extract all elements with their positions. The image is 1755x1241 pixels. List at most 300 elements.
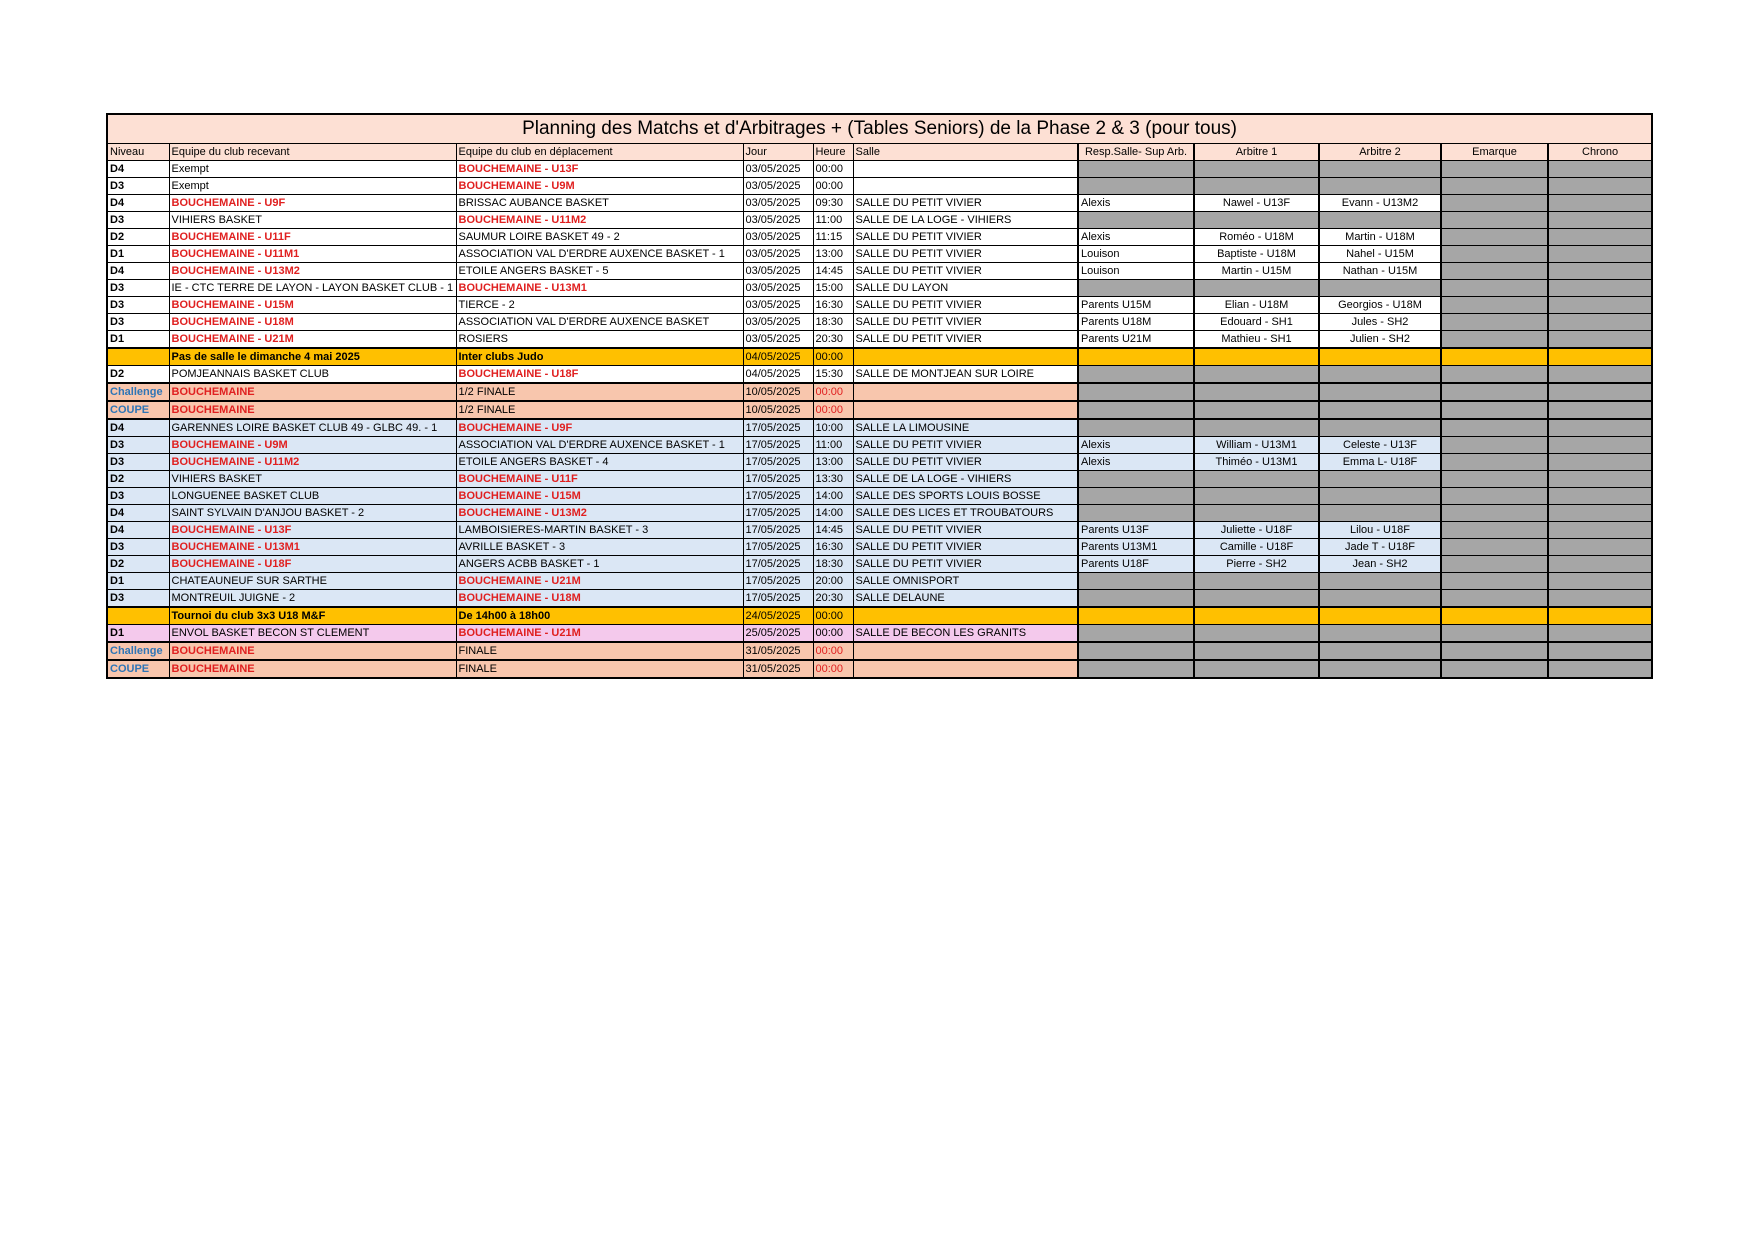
cell-away: ANGERS ACBB BASKET - 1 <box>456 556 743 573</box>
cell-away: ASSOCIATION VAL D'ERDRE AUXENCE BASKET - 1 <box>456 246 743 263</box>
cell-jour: 17/05/2025 <box>743 505 813 522</box>
cell-salle <box>853 401 1078 419</box>
cell-emarque <box>1441 383 1548 401</box>
cell-heure: 14:00 <box>813 505 853 522</box>
cell-home: BOUCHEMAINE - U9F <box>169 195 456 212</box>
cell-jour: 03/05/2025 <box>743 229 813 246</box>
cell-jour: 03/05/2025 <box>743 178 813 195</box>
cell-salle: SALLE DE LA LOGE - VIHIERS <box>853 471 1078 488</box>
cell-home: BOUCHEMAINE - U18M <box>169 314 456 331</box>
cell-niveau: D3 <box>107 178 169 195</box>
cell-home: BOUCHEMAINE - U21M <box>169 331 456 349</box>
cell-niveau: D4 <box>107 522 169 539</box>
cell-emarque <box>1441 401 1548 419</box>
cell-chrono <box>1548 660 1652 678</box>
cell-away: 1/2 FINALE <box>456 383 743 401</box>
cell-heure: 14:00 <box>813 488 853 505</box>
cell-chrono <box>1548 383 1652 401</box>
cell-arbitre1 <box>1194 660 1319 678</box>
cell-salle <box>853 383 1078 401</box>
cell-heure: 13:00 <box>813 454 853 471</box>
cell-away: BOUCHEMAINE - U13M1 <box>456 280 743 297</box>
cell-heure: 14:45 <box>813 263 853 280</box>
table-row <box>107 246 1652 263</box>
cell-arbitre1 <box>1194 178 1319 195</box>
cell-emarque <box>1441 607 1548 625</box>
header-heure: Heure <box>813 144 853 161</box>
cell-home: CHATEAUNEUF SUR SARTHE <box>169 573 456 590</box>
cell-salle <box>853 642 1078 660</box>
cell-salle: SALLE DES SPORTS LOUIS BOSSE <box>853 488 1078 505</box>
cell-away: ROSIERS <box>456 331 743 349</box>
cell-away: LAMBOISIERES-MARTIN BASKET - 3 <box>456 522 743 539</box>
cell-chrono <box>1548 263 1652 280</box>
cell-chrono <box>1548 297 1652 314</box>
cell-resp <box>1078 366 1194 384</box>
table-row <box>107 297 1652 314</box>
cell-arbitre2 <box>1319 383 1441 401</box>
cell-salle: SALLE DU PETIT VIVIER <box>853 314 1078 331</box>
table-row <box>107 471 1652 488</box>
cell-heure: 20:30 <box>813 331 853 349</box>
cell-heure: 20:30 <box>813 590 853 608</box>
cell-away: De 14h00 à 18h00 <box>456 607 743 625</box>
cell-jour: 03/05/2025 <box>743 195 813 212</box>
cell-chrono <box>1548 280 1652 297</box>
table-row <box>107 642 1652 660</box>
cell-home: LONGUENEE BASKET CLUB <box>169 488 456 505</box>
cell-away: BOUCHEMAINE - U9M <box>456 178 743 195</box>
cell-jour: 03/05/2025 <box>743 161 813 178</box>
cell-niveau: D3 <box>107 454 169 471</box>
cell-chrono <box>1548 178 1652 195</box>
cell-emarque <box>1441 642 1548 660</box>
cell-chrono <box>1548 437 1652 454</box>
cell-niveau: D1 <box>107 246 169 263</box>
cell-resp <box>1078 280 1194 297</box>
cell-arbitre2: Nahel - U15M <box>1319 246 1441 263</box>
cell-arbitre2 <box>1319 590 1441 608</box>
cell-arbitre1 <box>1194 590 1319 608</box>
cell-home: BOUCHEMAINE <box>169 401 456 419</box>
table-row <box>107 383 1652 401</box>
cell-heure: 13:30 <box>813 471 853 488</box>
cell-heure: 00:00 <box>813 660 853 678</box>
cell-resp <box>1078 471 1194 488</box>
cell-emarque <box>1441 522 1548 539</box>
header-arbitre2: Arbitre 2 <box>1319 144 1441 161</box>
cell-jour: 10/05/2025 <box>743 383 813 401</box>
header-salle: Salle <box>853 144 1078 161</box>
cell-resp <box>1078 625 1194 643</box>
cell-chrono <box>1548 625 1652 643</box>
cell-jour: 17/05/2025 <box>743 437 813 454</box>
cell-jour: 10/05/2025 <box>743 401 813 419</box>
cell-emarque <box>1441 178 1548 195</box>
cell-niveau: Challenge <box>107 383 169 401</box>
cell-chrono <box>1548 573 1652 590</box>
cell-resp: Parents U21M <box>1078 331 1194 349</box>
cell-home: VIHIERS BASKET <box>169 212 456 229</box>
cell-heure: 00:00 <box>813 348 853 366</box>
cell-niveau: D2 <box>107 556 169 573</box>
cell-away: ETOILE ANGERS BASKET - 5 <box>456 263 743 280</box>
cell-arbitre2: Emma L- U18F <box>1319 454 1441 471</box>
cell-niveau: D3 <box>107 488 169 505</box>
cell-arbitre1 <box>1194 280 1319 297</box>
cell-heure: 09:30 <box>813 195 853 212</box>
cell-arbitre2 <box>1319 366 1441 384</box>
cell-chrono <box>1548 419 1652 437</box>
cell-arbitre1: William - U13M1 <box>1194 437 1319 454</box>
cell-resp <box>1078 161 1194 178</box>
cell-home: BOUCHEMAINE <box>169 642 456 660</box>
cell-heure: 10:00 <box>813 419 853 437</box>
cell-emarque <box>1441 314 1548 331</box>
cell-away: ASSOCIATION VAL D'ERDRE AUXENCE BASKET <box>456 314 743 331</box>
cell-heure: 00:00 <box>813 642 853 660</box>
cell-niveau: D3 <box>107 212 169 229</box>
cell-heure: 13:00 <box>813 246 853 263</box>
cell-arbitre2 <box>1319 161 1441 178</box>
cell-jour: 03/05/2025 <box>743 263 813 280</box>
cell-niveau: COUPE <box>107 401 169 419</box>
cell-arbitre2: Julien - SH2 <box>1319 331 1441 349</box>
header-recevant: Equipe du club recevant <box>169 144 456 161</box>
table-row <box>107 573 1652 590</box>
cell-heure: 00:00 <box>813 607 853 625</box>
cell-heure: 11:00 <box>813 437 853 454</box>
cell-away: FINALE <box>456 642 743 660</box>
cell-jour: 17/05/2025 <box>743 419 813 437</box>
cell-niveau: COUPE <box>107 660 169 678</box>
cell-emarque <box>1441 161 1548 178</box>
table-row <box>107 522 1652 539</box>
cell-home: BOUCHEMAINE - U13M2 <box>169 263 456 280</box>
cell-niveau: D2 <box>107 471 169 488</box>
cell-arbitre2 <box>1319 625 1441 643</box>
cell-heure: 20:00 <box>813 573 853 590</box>
cell-arbitre2 <box>1319 607 1441 625</box>
table-row <box>107 590 1652 608</box>
cell-niveau: D3 <box>107 437 169 454</box>
cell-resp: Parents U15M <box>1078 297 1194 314</box>
cell-arbitre2 <box>1319 488 1441 505</box>
cell-niveau: D3 <box>107 590 169 608</box>
cell-resp <box>1078 401 1194 419</box>
table-row <box>107 437 1652 454</box>
cell-jour: 31/05/2025 <box>743 642 813 660</box>
cell-heure: 00:00 <box>813 178 853 195</box>
table-row <box>107 212 1652 229</box>
cell-salle: SALLE DU PETIT VIVIER <box>853 522 1078 539</box>
cell-salle: SALLE DU LAYON <box>853 280 1078 297</box>
cell-salle <box>853 607 1078 625</box>
cell-jour: 03/05/2025 <box>743 280 813 297</box>
cell-resp <box>1078 607 1194 625</box>
cell-arbitre2 <box>1319 505 1441 522</box>
cell-jour: 03/05/2025 <box>743 212 813 229</box>
cell-arbitre1: Nawel - U13F <box>1194 195 1319 212</box>
cell-arbitre1: Juliette - U18F <box>1194 522 1319 539</box>
header-niveau: Niveau <box>107 144 169 161</box>
cell-arbitre1: Roméo - U18M <box>1194 229 1319 246</box>
cell-salle: SALLE DU PETIT VIVIER <box>853 297 1078 314</box>
cell-arbitre1: Edouard - SH1 <box>1194 314 1319 331</box>
table-row <box>107 505 1652 522</box>
cell-jour: 03/05/2025 <box>743 314 813 331</box>
cell-resp <box>1078 178 1194 195</box>
cell-emarque <box>1441 348 1548 366</box>
cell-jour: 24/05/2025 <box>743 607 813 625</box>
cell-arbitre1 <box>1194 471 1319 488</box>
table-row <box>107 348 1652 366</box>
cell-away: BOUCHEMAINE - U15M <box>456 488 743 505</box>
cell-home: BOUCHEMAINE - U15M <box>169 297 456 314</box>
cell-arbitre1: Thiméo - U13M1 <box>1194 454 1319 471</box>
cell-salle <box>853 660 1078 678</box>
cell-arbitre1 <box>1194 212 1319 229</box>
cell-heure: 00:00 <box>813 383 853 401</box>
cell-arbitre2: Celeste - U13F <box>1319 437 1441 454</box>
cell-salle: SALLE DU PETIT VIVIER <box>853 246 1078 263</box>
cell-heure: 00:00 <box>813 401 853 419</box>
cell-resp <box>1078 573 1194 590</box>
cell-emarque <box>1441 573 1548 590</box>
header-jour: Jour <box>743 144 813 161</box>
cell-away: BOUCHEMAINE - U18M <box>456 590 743 608</box>
cell-resp <box>1078 660 1194 678</box>
table-row <box>107 488 1652 505</box>
cell-emarque <box>1441 280 1548 297</box>
cell-arbitre1 <box>1194 573 1319 590</box>
table-row <box>107 539 1652 556</box>
cell-resp <box>1078 212 1194 229</box>
cell-chrono <box>1548 471 1652 488</box>
cell-emarque <box>1441 454 1548 471</box>
cell-arbitre2 <box>1319 401 1441 419</box>
cell-heure: 14:45 <box>813 522 853 539</box>
cell-emarque <box>1441 419 1548 437</box>
cell-emarque <box>1441 366 1548 384</box>
cell-heure: 00:00 <box>813 625 853 643</box>
cell-niveau: D3 <box>107 297 169 314</box>
cell-jour: 17/05/2025 <box>743 573 813 590</box>
cell-arbitre1: Martin - U15M <box>1194 263 1319 280</box>
cell-arbitre2: Lilou - U18F <box>1319 522 1441 539</box>
cell-arbitre2 <box>1319 280 1441 297</box>
cell-chrono <box>1548 229 1652 246</box>
cell-heure: 00:00 <box>813 161 853 178</box>
cell-chrono <box>1548 505 1652 522</box>
cell-salle: SALLE DELAUNE <box>853 590 1078 608</box>
header-deplacement: Equipe du club en déplacement <box>456 144 743 161</box>
cell-heure: 15:30 <box>813 366 853 384</box>
header-chrono: Chrono <box>1548 144 1652 161</box>
cell-emarque <box>1441 246 1548 263</box>
cell-away: BOUCHEMAINE - U18F <box>456 366 743 384</box>
cell-heure: 11:00 <box>813 212 853 229</box>
cell-emarque <box>1441 556 1548 573</box>
cell-resp <box>1078 383 1194 401</box>
cell-away: BOUCHEMAINE - U21M <box>456 625 743 643</box>
cell-heure: 11:15 <box>813 229 853 246</box>
cell-jour: 17/05/2025 <box>743 522 813 539</box>
cell-away: BOUCHEMAINE - U9F <box>456 419 743 437</box>
cell-salle: SALLE DU PETIT VIVIER <box>853 195 1078 212</box>
cell-salle: SALLE DE MONTJEAN SUR LOIRE <box>853 366 1078 384</box>
cell-niveau: D4 <box>107 419 169 437</box>
table-row <box>107 625 1652 643</box>
header-resp: Resp.Salle- Sup Arb. <box>1078 144 1194 161</box>
cell-resp <box>1078 488 1194 505</box>
cell-arbitre2 <box>1319 573 1441 590</box>
cell-resp: Parents U18F <box>1078 556 1194 573</box>
cell-arbitre1 <box>1194 161 1319 178</box>
cell-salle: SALLE DU PETIT VIVIER <box>853 454 1078 471</box>
cell-salle: SALLE LA LIMOUSINE <box>853 419 1078 437</box>
cell-arbitre1 <box>1194 642 1319 660</box>
cell-away: BRISSAC AUBANCE BASKET <box>456 195 743 212</box>
cell-away: Inter clubs Judo <box>456 348 743 366</box>
cell-resp: Alexis <box>1078 437 1194 454</box>
cell-home: Pas de salle le dimanche 4 mai 2025 <box>169 348 456 366</box>
cell-resp: Louison <box>1078 263 1194 280</box>
cell-resp <box>1078 348 1194 366</box>
cell-away: BOUCHEMAINE - U11M2 <box>456 212 743 229</box>
cell-chrono <box>1548 246 1652 263</box>
cell-chrono <box>1548 607 1652 625</box>
cell-emarque <box>1441 229 1548 246</box>
cell-arbitre2: Jules - SH2 <box>1319 314 1441 331</box>
cell-arbitre2 <box>1319 212 1441 229</box>
cell-salle <box>853 161 1078 178</box>
cell-arbitre2 <box>1319 471 1441 488</box>
cell-jour: 17/05/2025 <box>743 454 813 471</box>
cell-arbitre1 <box>1194 383 1319 401</box>
cell-arbitre1 <box>1194 348 1319 366</box>
table-row <box>107 556 1652 573</box>
cell-emarque <box>1441 212 1548 229</box>
cell-jour: 04/05/2025 <box>743 348 813 366</box>
cell-salle <box>853 178 1078 195</box>
cell-arbitre1 <box>1194 625 1319 643</box>
cell-heure: 16:30 <box>813 539 853 556</box>
cell-resp <box>1078 505 1194 522</box>
cell-chrono <box>1548 539 1652 556</box>
cell-resp: Louison <box>1078 246 1194 263</box>
cell-away: SAUMUR LOIRE BASKET 49 - 2 <box>456 229 743 246</box>
cell-chrono <box>1548 212 1652 229</box>
cell-chrono <box>1548 331 1652 349</box>
cell-home: BOUCHEMAINE - U11M1 <box>169 246 456 263</box>
cell-niveau: D1 <box>107 331 169 349</box>
cell-emarque <box>1441 297 1548 314</box>
cell-resp <box>1078 642 1194 660</box>
cell-salle: SALLE DU PETIT VIVIER <box>853 331 1078 349</box>
table-row <box>107 366 1652 384</box>
cell-emarque <box>1441 195 1548 212</box>
cell-emarque <box>1441 660 1548 678</box>
cell-arbitre2 <box>1319 419 1441 437</box>
cell-niveau: D3 <box>107 539 169 556</box>
cell-niveau: Challenge <box>107 642 169 660</box>
cell-chrono <box>1548 522 1652 539</box>
planning-table <box>106 113 1653 679</box>
cell-home: POMJEANNAIS BASKET CLUB <box>169 366 456 384</box>
table-row <box>107 607 1652 625</box>
cell-home: Tournoi du club 3x3 U18 M&F <box>169 607 456 625</box>
cell-heure: 18:30 <box>813 314 853 331</box>
cell-chrono <box>1548 401 1652 419</box>
cell-chrono <box>1548 348 1652 366</box>
table-row <box>107 263 1652 280</box>
cell-salle: SALLE DU PETIT VIVIER <box>853 437 1078 454</box>
cell-jour: 17/05/2025 <box>743 590 813 608</box>
cell-resp <box>1078 419 1194 437</box>
table-row <box>107 331 1652 349</box>
cell-home: ENVOL BASKET BECON ST CLEMENT <box>169 625 456 643</box>
table-row <box>107 195 1652 212</box>
cell-home: BOUCHEMAINE - U9M <box>169 437 456 454</box>
cell-arbitre1: Camille - U18F <box>1194 539 1319 556</box>
cell-arbitre1 <box>1194 505 1319 522</box>
cell-arbitre2: Georgios - U18M <box>1319 297 1441 314</box>
cell-chrono <box>1548 161 1652 178</box>
cell-salle <box>853 348 1078 366</box>
planning-sheet <box>106 113 1651 679</box>
cell-salle: SALLE OMNISPORT <box>853 573 1078 590</box>
cell-jour: 31/05/2025 <box>743 660 813 678</box>
table-row <box>107 401 1652 419</box>
cell-salle: SALLE DES LICES ET TROUBATOURS <box>853 505 1078 522</box>
cell-salle: SALLE DU PETIT VIVIER <box>853 263 1078 280</box>
cell-jour: 03/05/2025 <box>743 246 813 263</box>
cell-away: BOUCHEMAINE - U21M <box>456 573 743 590</box>
cell-chrono <box>1548 590 1652 608</box>
cell-home: IE - CTC TERRE DE LAYON - LAYON BASKET CLUB - 1 <box>169 280 456 297</box>
cell-arbitre2: Evann - U13M2 <box>1319 195 1441 212</box>
cell-jour: 17/05/2025 <box>743 471 813 488</box>
cell-resp: Alexis <box>1078 195 1194 212</box>
cell-arbitre2: Martin - U18M <box>1319 229 1441 246</box>
cell-niveau: D4 <box>107 263 169 280</box>
header-row <box>107 144 1652 161</box>
cell-resp: Parents U13F <box>1078 522 1194 539</box>
cell-jour: 03/05/2025 <box>743 297 813 314</box>
cell-resp: Alexis <box>1078 229 1194 246</box>
cell-niveau <box>107 348 169 366</box>
cell-arbitre2 <box>1319 660 1441 678</box>
cell-jour: 17/05/2025 <box>743 556 813 573</box>
cell-home: Exempt <box>169 161 456 178</box>
cell-arbitre1: Baptiste - U18M <box>1194 246 1319 263</box>
cell-arbitre1 <box>1194 488 1319 505</box>
cell-jour: 03/05/2025 <box>743 331 813 349</box>
table-row <box>107 178 1652 195</box>
cell-arbitre1 <box>1194 366 1319 384</box>
cell-resp: Parents U13M1 <box>1078 539 1194 556</box>
cell-arbitre1: Mathieu - SH1 <box>1194 331 1319 349</box>
cell-emarque <box>1441 331 1548 349</box>
cell-salle: SALLE DE LA LOGE - VIHIERS <box>853 212 1078 229</box>
cell-arbitre2: Nathan - U15M <box>1319 263 1441 280</box>
cell-niveau: D2 <box>107 366 169 384</box>
cell-niveau: D1 <box>107 625 169 643</box>
cell-arbitre1: Elian - U18M <box>1194 297 1319 314</box>
cell-home: BOUCHEMAINE - U13M1 <box>169 539 456 556</box>
cell-heure: 15:00 <box>813 280 853 297</box>
